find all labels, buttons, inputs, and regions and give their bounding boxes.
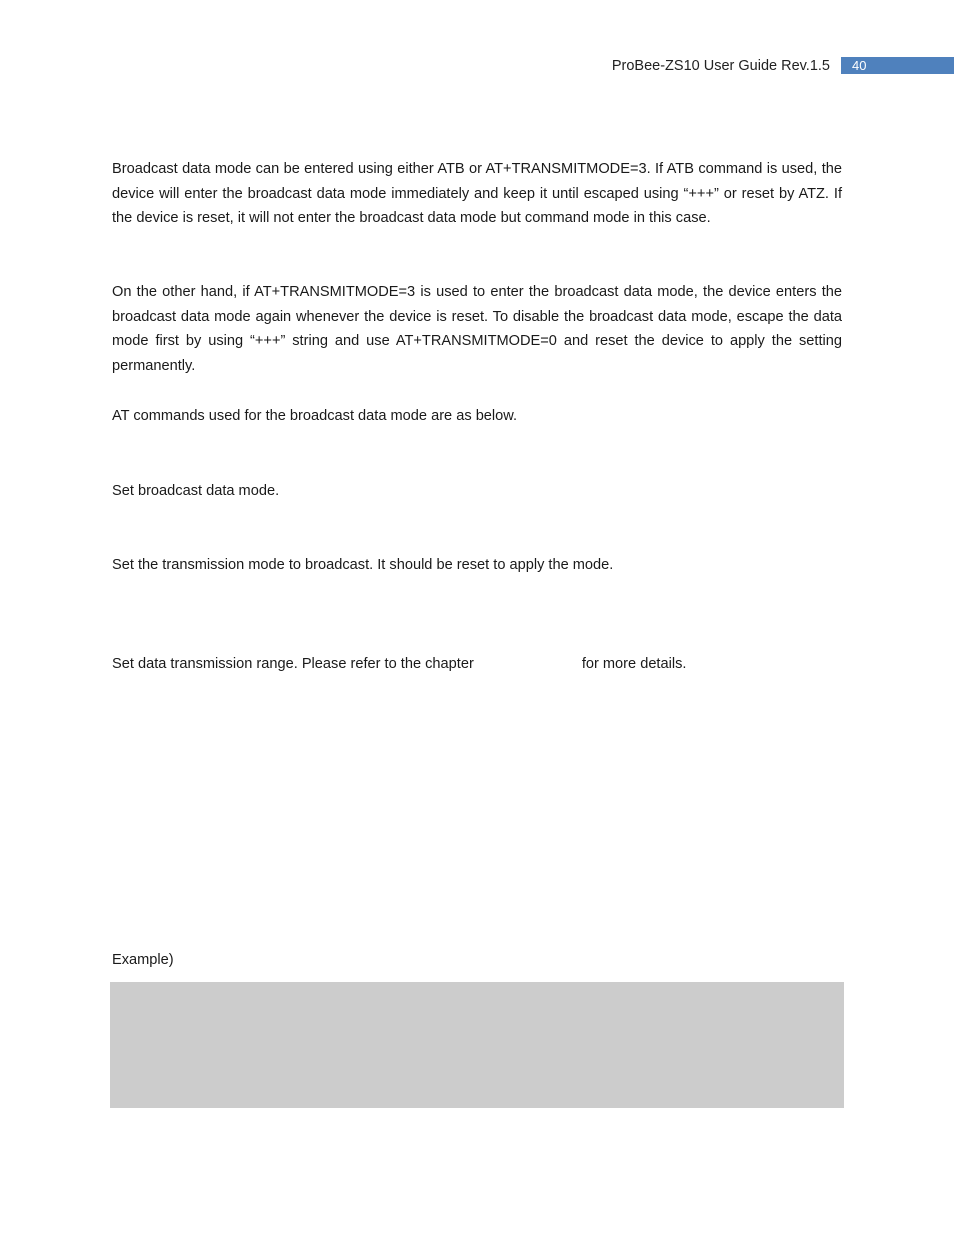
example-code-box — [110, 982, 844, 1108]
command-transmitmode-description: Set the transmission mode to broadcast. It should be reset to apply the mode. — [112, 557, 614, 573]
range-description-text: Set data transmission range. Please refer to the chapter — [112, 656, 474, 672]
range-description-suffix: for more details. — [581, 656, 687, 672]
example-label: Example) — [112, 952, 174, 968]
command-atb-description: Set broadcast data mode. — [112, 483, 280, 499]
paragraph-at-commands-intro: AT commands used for the broadcast data mode are as below. — [112, 408, 518, 424]
paragraph-broadcast-entry: Broadcast data mode can be entered using either ATB or AT+TRANSMITMODE=3. If ATB command is used, the device will enter the broadcast data mode immediately and keep it until escaped using “+++” or reset by ATZ. If the device is reset, it will not enter the broadcast data mode but command mode in this case. — [112, 161, 842, 227]
paragraph-transmitmode: On the other hand, if AT+TRANSMITMODE=3 is used to enter the broadcast data mode, the device enters the broadcast data mode again whenever the device is reset. To disable the broadcast data mode, escape the data mode first by using “+++” string and use AT+TRANSMITMODE=0 and reset the device to apply the setting permanently. — [112, 284, 842, 375]
header-title: ProBee-ZS10 User Guide Rev.1.5 — [611, 58, 830, 74]
command-range-description — [112, 654, 686, 674]
page-number-badge: 40 — [841, 57, 954, 74]
